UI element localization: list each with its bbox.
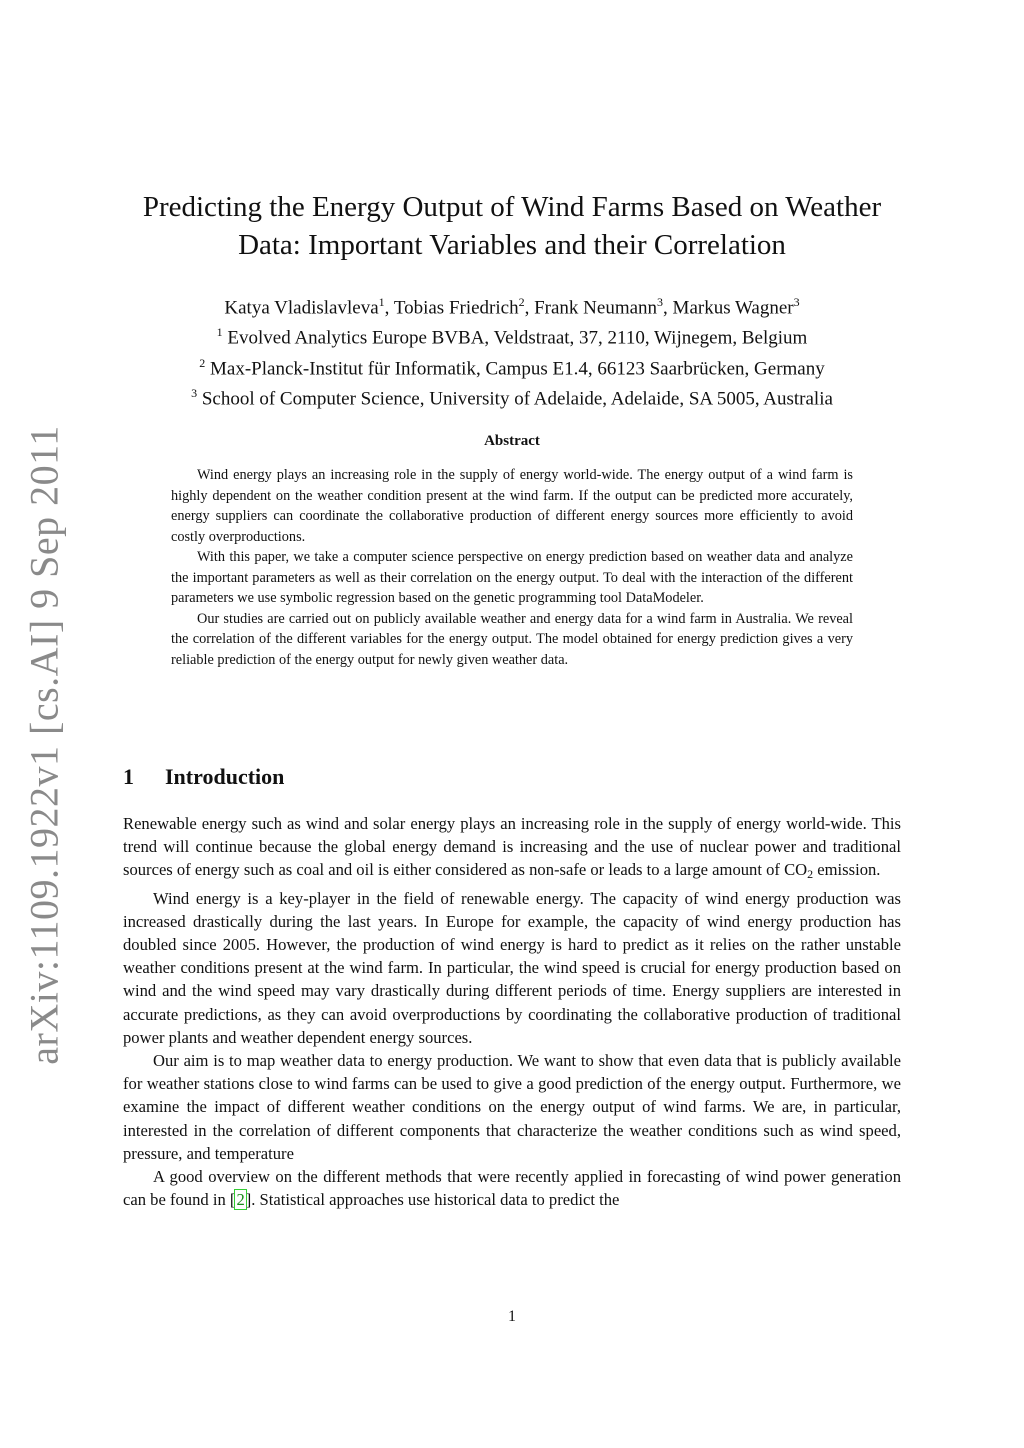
body-paragraph bbox=[123, 1165, 901, 1211]
author-list bbox=[110, 290, 914, 320]
abstract-paragraph: With this paper, we take a computer science perspective on energy prediction based on weather data and analyze the important parameters as well as their correlation on the energy output. To deal with the interaction of the different parameters we use symbolic regression based on the genetic programming tool DataModeler. bbox=[171, 549, 853, 606]
subscript: 2 bbox=[807, 867, 814, 882]
section-title: Introduction bbox=[165, 764, 285, 789]
author-separator: , bbox=[384, 297, 394, 319]
affiliation-text: Evolved Analytics Europe BVBA, Veldstraat, 37, 2110, Wijnegem, Belgium bbox=[227, 327, 808, 349]
abstract-paragraph: Our studies are carried out on publicly available weather and energy data for a wind farm in Australia. We reveal the correlation of the different variables for the energy output. The model obtained for energy prediction gives a very reliable prediction of the energy output for newly given weather data. bbox=[171, 610, 853, 668]
paragraph-text: A good overview on the different methods that were recently applied in forecasting of wind power generation can be found in [ bbox=[123, 1167, 901, 1210]
paragraph-text: ]. Statistical approaches use historical data to predict the bbox=[245, 1190, 620, 1210]
author-name: Katya Vladislavleva bbox=[224, 297, 379, 319]
affiliation-text: Max-Planck-Institut für Informatik, Campus E1.4, 66123 Saarbrücken, Germany bbox=[210, 357, 825, 379]
author-name: Frank Neumann bbox=[534, 297, 658, 319]
affiliation-mark: 3 bbox=[191, 385, 198, 400]
section-number: 1 bbox=[123, 764, 134, 789]
body-paragraph bbox=[123, 812, 901, 887]
author-block bbox=[110, 290, 914, 411]
page-number: 1 bbox=[508, 1308, 516, 1325]
affiliation-mark: 2 bbox=[199, 355, 206, 370]
author-name: Tobias Friedrich bbox=[393, 297, 519, 319]
affiliation-mark: 1 bbox=[216, 325, 223, 340]
author-name: Markus Wagner bbox=[672, 297, 794, 319]
paragraph-text: Renewable energy such as wind and solar energy plays an increasing role in the supply of energy world-wide. This trend will continue because the global energy demand is increasing and the use of nuclear power and traditional sources of energy such as coal and oil is either considered as non-safe or leads to a large amount of CO bbox=[123, 814, 901, 880]
affiliation-3 bbox=[110, 381, 914, 411]
author-affil-mark: 3 bbox=[657, 295, 664, 309]
affiliation-2 bbox=[110, 351, 914, 381]
paragraph-text: emission. bbox=[813, 860, 881, 880]
paper-title: Predicting the Energy Output of Wind Farms Based on Weather Data: Important Variables and their Correlation bbox=[142, 191, 882, 261]
abstract-heading: Abstract bbox=[484, 433, 540, 449]
section-heading bbox=[123, 764, 284, 790]
section-body bbox=[123, 812, 901, 1211]
abstract-paragraph: Wind energy plays an increasing role in the supply of energy world-wide. The energy output of a wind farm is highly dependent on the weather condition present at the wind farm. If the output can be predicted more accurately, energy suppliers can coordinate the collaborative production of different energy sources more efficiently to avoid costly overproductions. bbox=[171, 467, 853, 545]
arxiv-identifier: arXiv:1109.1922v1 [cs.AI] 9 Sep 2011 bbox=[21, 425, 67, 1065]
abstract-body bbox=[171, 465, 853, 670]
author-separator: , bbox=[524, 297, 535, 319]
affiliation-1 bbox=[110, 320, 914, 350]
body-paragraph: Wind energy is a key-player in the field of renewable energy. The capacity of wind energy production was increased drastically during the last years. In Europe for example, the capacity of wind energy production has doubled since 2005. However, the production of wind energy is hard to predict as it relies on the rather unstable weather conditions present at the wind farm. In particular, the wind speed is crucial for energy production based on wind and the wind speed may vary drastically during different periods of time. Energy suppliers are interested in accurate predictions, as they can avoid overproductions by coordinating the collaborative production of traditional power plants and weather dependent energy sources. bbox=[123, 888, 901, 1047]
citation-link[interactable]: 2 bbox=[236, 1190, 245, 1210]
body-paragraph: Our aim is to map weather data to energy production. We want to show that even data that is publicly available for weather stations close to wind farms can be used to give a good prediction of the energy output. Furthermore, we examine the impact of different weather conditions on the energy output of wind farms. We are, in particular, interested in the correlation of different components that characterize the weather conditions such as wind speed, pressure, and temperature bbox=[123, 1051, 901, 1163]
author-affil-mark: 3 bbox=[793, 295, 800, 309]
author-affil-mark: 1 bbox=[378, 295, 385, 309]
author-separator: , bbox=[663, 297, 673, 319]
affiliation-text: School of Computer Science, University of Adelaide, Adelaide, SA 5005, Australia bbox=[201, 388, 833, 410]
author-affil-mark: 2 bbox=[518, 295, 525, 309]
